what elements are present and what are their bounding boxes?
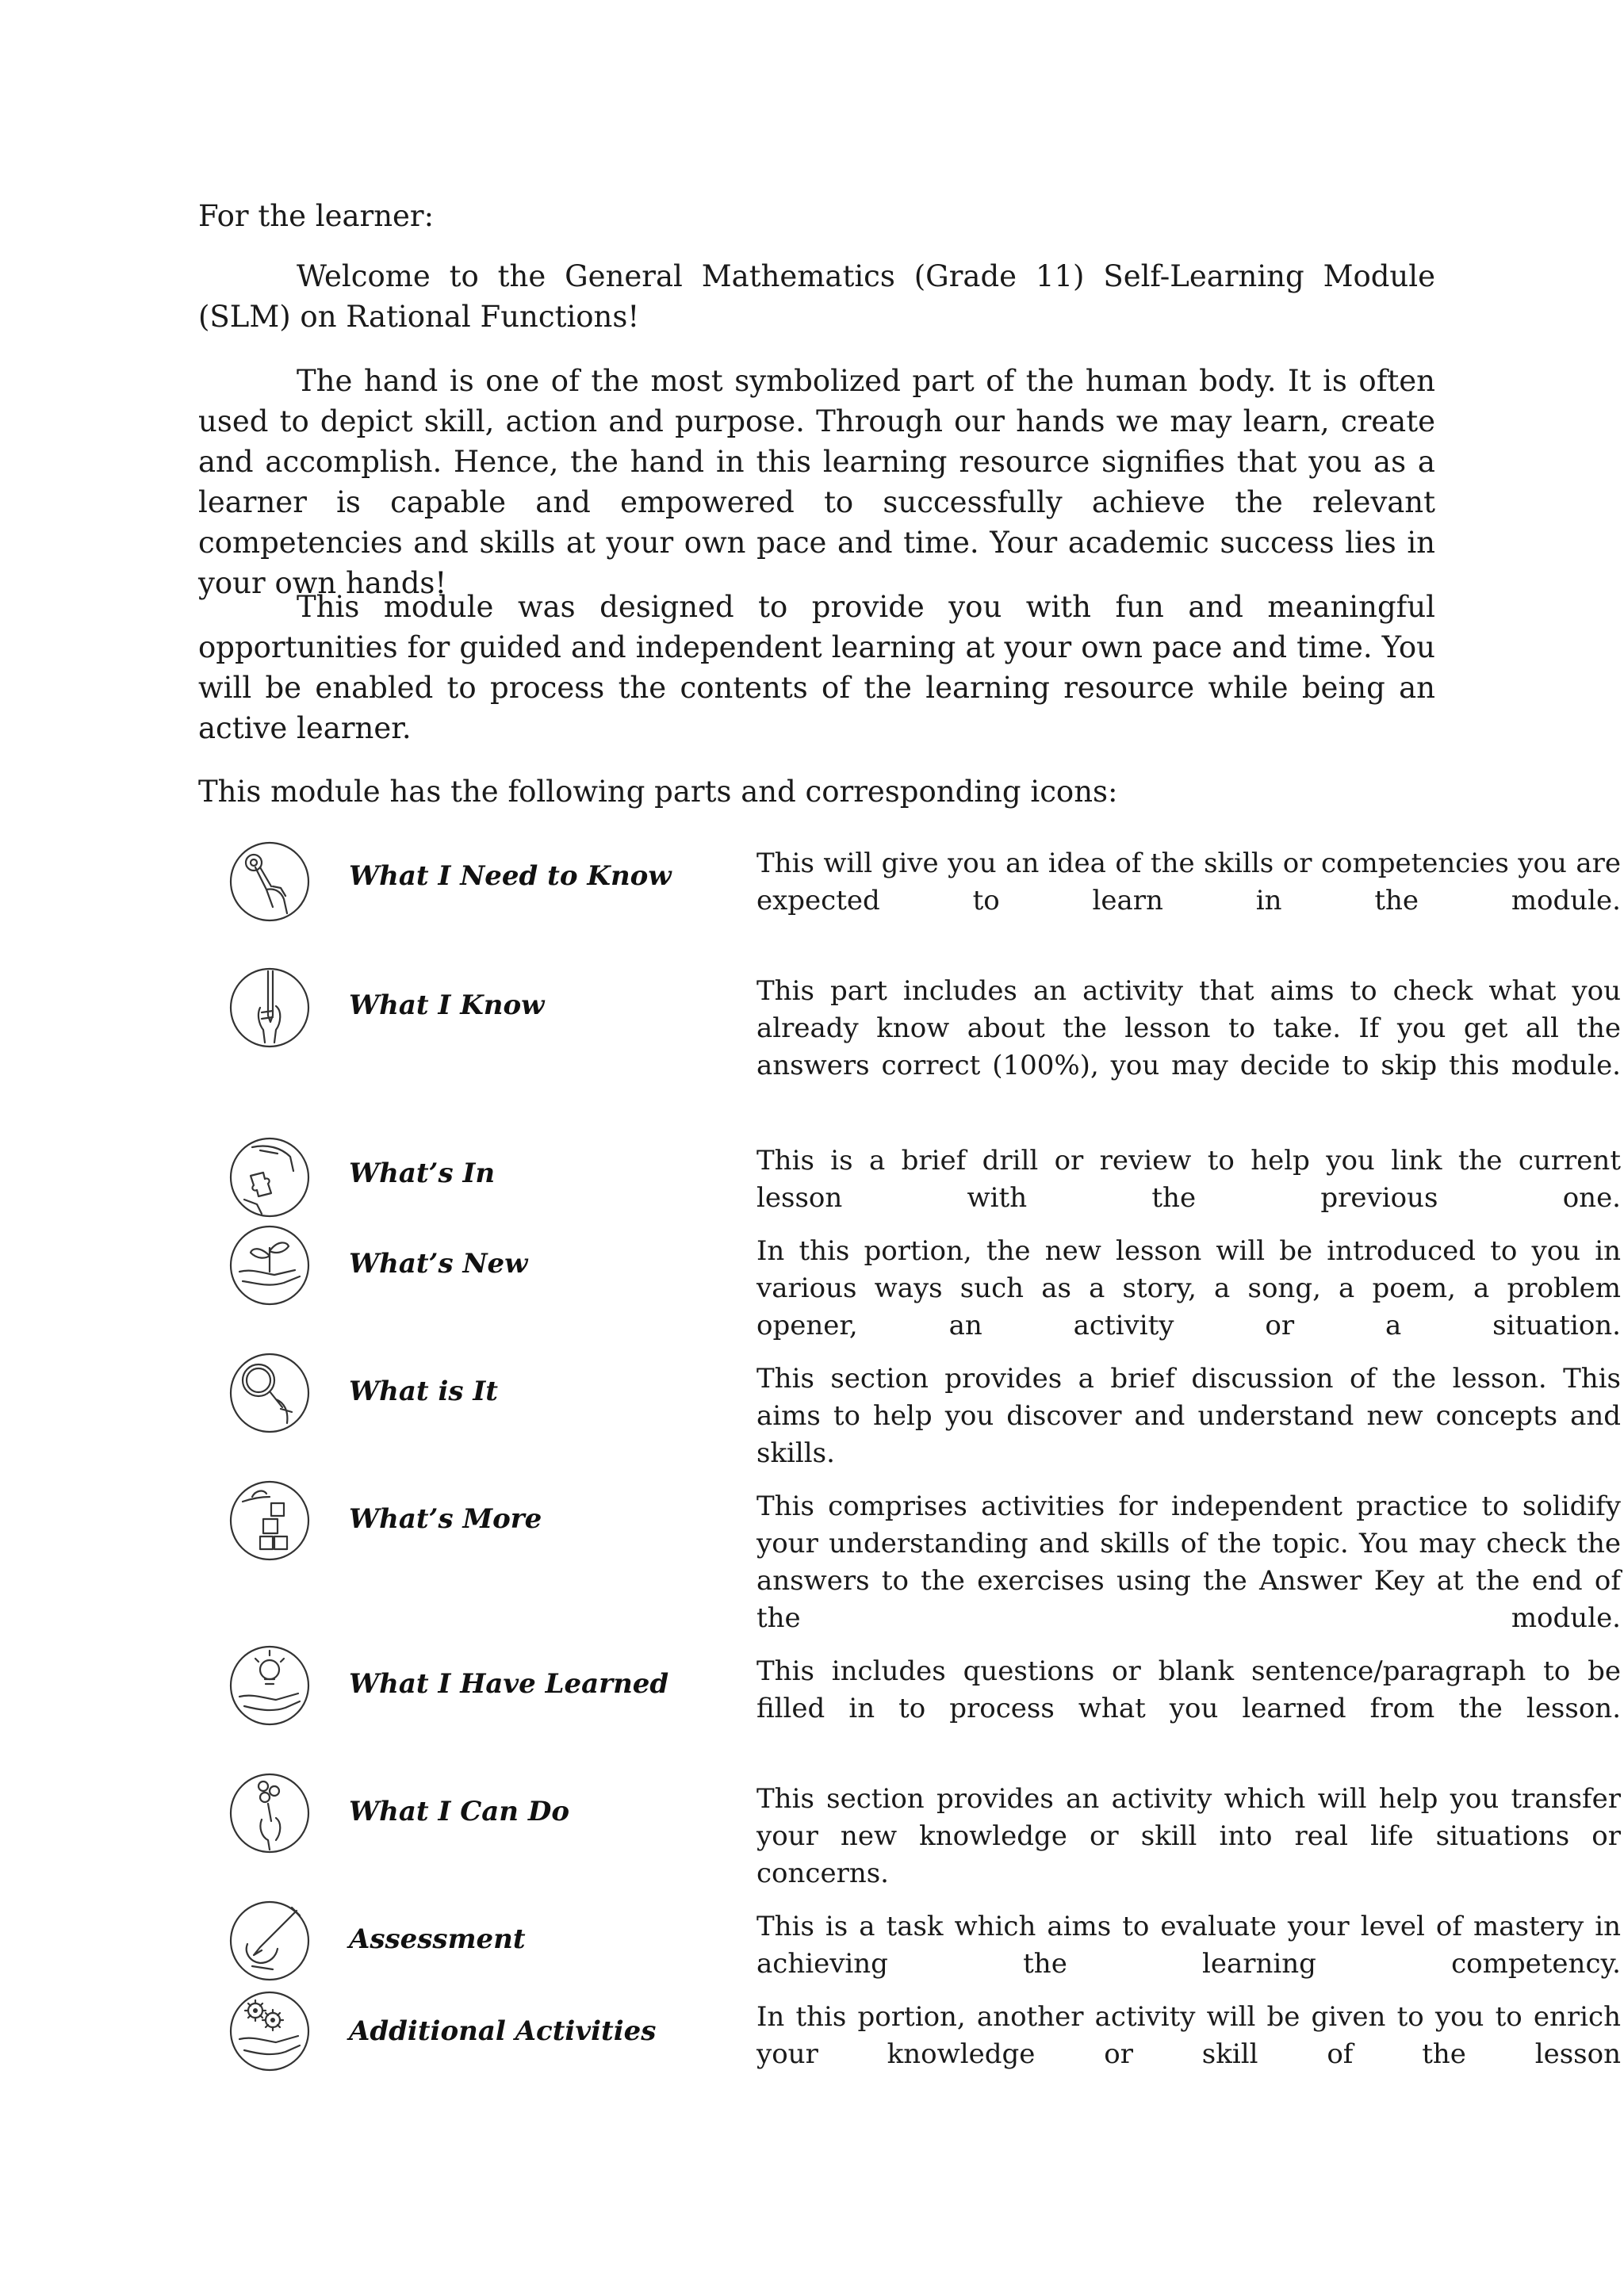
- greeting: For the learner:: [198, 199, 435, 233]
- hand-pencil-icon: [228, 966, 311, 1049]
- part-label: What I Need to Know: [349, 860, 672, 892]
- part-description: This will give you an idea of the skills or competencies you are expected to learn in the module.: [756, 848, 1621, 916]
- part-label: What I Can Do: [349, 1796, 570, 1827]
- part-description: This section provides a brief discussion of the lesson. This aims to help you discover and understand new concepts and skills.: [756, 1363, 1621, 1469]
- hand-puzzle-icon: [228, 1136, 311, 1219]
- pointing-hand-icon: [228, 840, 311, 923]
- part-description: In this portion, the new lesson will be introduced to you in various ways such as a story, a song, a poem, a problem opener, an activity or a situation.: [756, 1235, 1621, 1341]
- module-purpose-paragraph: This module was designed to provide you with fun and meaningful opportunities for guided and independent learning at your own pace and time. You will be enabled to process the contents of the learning resource while being an active learner.: [198, 590, 1435, 745]
- part-description: This is a brief drill or review to help you link the current lesson with the previous one.: [756, 1145, 1621, 1214]
- part-label: What I Have Learned: [349, 1668, 669, 1700]
- part-description: This part includes an activity that aims to check what you already know about the lesson to take. If you get all the answers correct (100%), you may decide to skip this module.: [756, 975, 1621, 1081]
- part-label: What is It: [349, 1376, 498, 1407]
- hand-lightbulb-icon: [228, 1644, 311, 1727]
- part-label: Assessment: [349, 1923, 526, 1955]
- part-label: What’s In: [349, 1158, 496, 1189]
- part-label: Additional Activities: [349, 2015, 657, 2047]
- parts-intro: This module has the following parts and corresponding icons:: [198, 775, 1118, 809]
- hand-cogs-icon: [228, 1990, 311, 2072]
- magnifier-icon: [228, 1352, 311, 1434]
- part-description: This section provides an activity which will help you transfer your new knowledge or skill into real life situations or concerns.: [756, 1783, 1621, 1889]
- part-description: In this portion, another activity will be given to you to enrich your knowledge or skill of the lesson: [756, 2001, 1621, 2070]
- part-label: What’s More: [349, 1503, 542, 1535]
- hand-blocks-icon: [228, 1479, 311, 1562]
- hand-symbol-paragraph: The hand is one of the most symbolized part of the human body. It is often used to depict skill, action and purpose. Through our hands we may learn, create and accomplish. Hence, the hand in this learning resource signifies that you as a learner is capable and empowered to successfully achieve the relevant competencies and skills at your own pace and time. Your academic success lies in your own hands!: [198, 364, 1435, 600]
- part-description: This includes questions or blank sentence/paragraph to be filled in to process what you learned from the lesson.: [756, 1655, 1621, 1724]
- hand-writing-icon: [228, 1900, 311, 1982]
- hand-gears-icon: [228, 1772, 311, 1854]
- part-description: This is a task which aims to evaluate your level of mastery in achieving the learning competency.: [756, 1911, 1621, 1980]
- hand-sprout-icon: [228, 1224, 311, 1307]
- part-description: This comprises activities for independent practice to solidify your understanding and skills of the topic. You may check the answers to the exercises using the Answer Key at the end of the module.: [756, 1490, 1621, 1634]
- welcome-paragraph: Welcome to the General Mathematics (Grade 11) Self-Learning Module (SLM) on Rational Functions!: [198, 259, 1435, 334]
- part-label: What’s New: [349, 1248, 528, 1280]
- part-label: What I Know: [349, 989, 545, 1021]
